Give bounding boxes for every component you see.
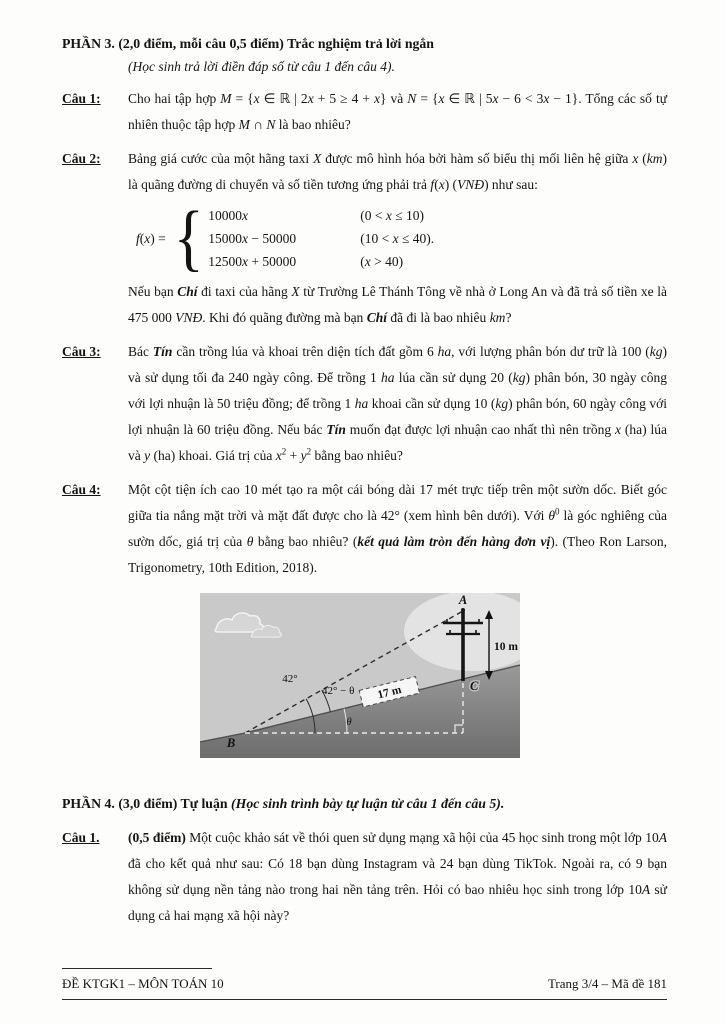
question-text: Cho hai tập hợp M = {x ∈ ℝ | 2x + 5 ≥ 4 + x} và N = {x ∈ ℝ | 5x − 6 < 3x − 1}. Tổng các số tự nhiên thuộc tập hợp M ∩ N là bao nhiêu? [128,91,668,132]
question-cau-4 [62,477,667,777]
figure-wrapper [200,593,667,767]
label-point-b: B [226,736,236,750]
label-angle-theta: θ [346,716,352,728]
question-cau-2 [62,146,667,331]
label-height-10m: 10 m [494,641,518,653]
question-text: Bảng giá cước của một hãng taxi X được mô hình hóa bởi hàm số biểu thị mối liên hệ giữa x (km) là quãng đường di chuyển và số tiền tương ứng phải trả f(x) (VNĐ) như sau: [128,151,667,192]
case-row [208,250,434,273]
question-text: Nếu bạn Chí đi taxi của hãng X từ Trường Lê Thánh Tông về nhà ở Long An và đã trả số tiền xe là 475 000 VNĐ. Khi đó quãng đường mà bạn Chí đã đi là bao nhiêu km? [128,284,667,325]
label-angle-42-minus-theta: 42° − θ [322,685,355,697]
case-expression: 10000x [208,208,249,223]
case-row [208,204,434,227]
question-label: Câu 1: [62,91,101,106]
footer-page-number: Trang 3/4 – Mã đề 181 [547,976,667,991]
part3-subheading: (Học sinh trả lời điền đáp số từ câu 1 đến câu 4). [128,59,395,74]
footer-exam-code: ĐỀ KTGK1 – MÔN TOÁN 10 [62,976,224,991]
question-text: (0,5 điểm) Một cuộc khảo sát về thói quen sử dụng mạng xã hội của 45 học sinh trong một lớp 10A đã cho kết quả như sau: Có 18 bạn dùng Instagram và 24 bạn dùng TikTok. Ngoài ra, có 9 bạn không sử dụng nền tảng nào trong hai nền tảng trên. Hỏi có bao nhiêu học sinh trong lớp 10A sử dụng cả hai mạng xã hội này? [128,830,667,923]
footer-rule [62,999,667,1000]
case-condition: (x > 40) [360,254,404,269]
slope-diagram [200,593,520,758]
label-point-c: C [470,679,479,693]
footer-separator [62,968,212,969]
part4-heading: PHẦN 4. (3,0 điểm) Tự luận (Học sinh trình bày tự luận từ câu 1 đến câu 5). [62,796,505,811]
question-text: Một cột tiện ích cao 10 mét tạo ra một cái bóng dài 17 mét trực tiếp trên một sườn dốc. Biết góc giữa tia nắng mặt trời và mặt đất được cho là 42° (xem hình bên dưới). Với $\theta^0$ là góc nghiêng của sườn dốc, giá trị của θ bằng bao nhiêu? (kết quả làm tròn đến hàng đơn vị). (Theo Ron Larson, Trigonometry, 10th Edition, 2018). [128,482,668,575]
piecewise-cases [208,204,434,273]
function-lhs: f(x) = [136,230,166,246]
brace-glyph: { [173,197,204,279]
case-condition: (10 < x ≤ 40). [360,231,435,246]
part3-heading: PHẦN 3. (2,0 điểm, mỗi câu 0,5 điểm) Trắc nghiệm trả lời ngắn [62,36,434,51]
piecewise-function [136,197,667,279]
case-expression: 15000x − 50000 [208,231,297,246]
question-text: Bác Tín cần trồng lúa và khoai trên diện tích đất gồm 6 ha, với lượng phân bón dư trữ là 100 (kg) và sử dụng tối đa 240 ngày công. Để trồng 1 ha lúa cần sử dụng 20 (kg) phân bón, 30 ngày công với lợi nhuận là 50 triệu đồng; để trồng 1 ha khoai cần sử dụng 10 (kg) phân bón, 60 ngày công với lợi nhuận là 60 triệu đồng. Nếu bác Tín muốn đạt được lợi nhuận cao nhất thì nên trồng x (ha) lúa và y (ha) khoai. Giá trị của $x^2 + y^2$ bằng bao nhiêu? [128,344,667,463]
case-expression: 12500x + 50000 [208,254,297,269]
question-part4-cau-1 [62,825,667,929]
question-label: Câu 3: [62,344,101,359]
label-point-a: A [458,593,468,607]
case-row [208,227,434,250]
label-angle-42: 42° [282,673,298,685]
label-shadow-17m: 17 m [376,684,403,702]
question-label: Câu 1. [62,830,100,845]
case-condition: (0 < x ≤ 10) [360,208,425,223]
question-cau-1 [62,86,667,138]
footer [62,968,667,1000]
question-label: Câu 2: [62,151,101,166]
question-label: Câu 4: [62,482,101,497]
question-cau-3 [62,339,667,469]
